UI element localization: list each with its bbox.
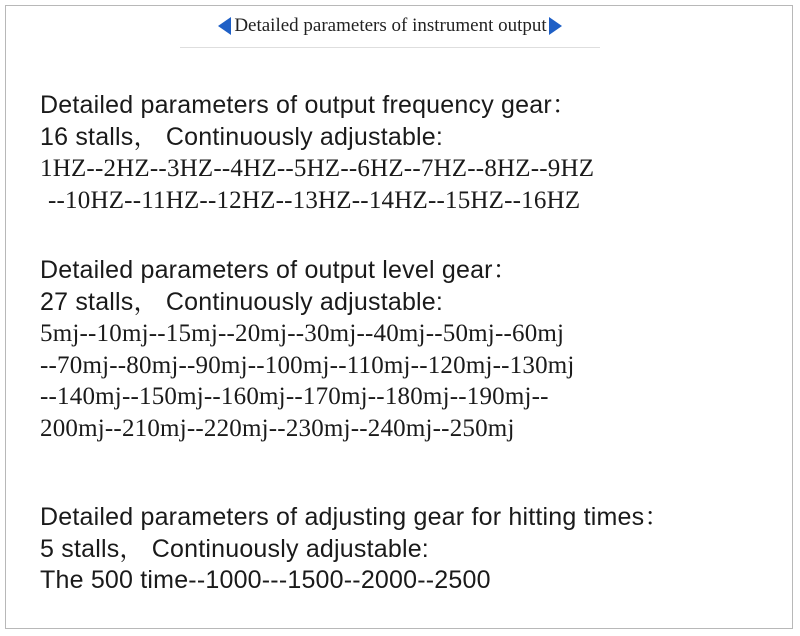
hitting-values-line: The 500 time--1000---1500--2000--2500 <box>40 566 491 594</box>
header-title: Detailed parameters of instrument output <box>234 15 547 36</box>
frequency-section <box>40 90 780 216</box>
frequency-values-line: 1HZ--2HZ--3HZ--4HZ--5HZ--6HZ--7HZ--8HZ--9HZ <box>40 155 595 182</box>
header-divider <box>180 47 600 48</box>
hitting-section <box>40 502 780 597</box>
level-heading: Detailed parameters of output level gear： <box>40 256 518 284</box>
level-values-line: --70mj--80mj--90mj--100mj--110mj--120mj--130mj <box>40 351 575 379</box>
level-stalls: 27 stalls， Continuously adjustable: <box>40 287 444 316</box>
triangle-right-icon <box>549 17 562 35</box>
frequency-stalls: 16 stalls， Continuously adjustable: <box>40 122 444 151</box>
frequency-values-line: --10HZ--11HZ--12HZ--13HZ--14HZ--15HZ--16HZ <box>48 186 581 214</box>
level-section <box>40 255 780 444</box>
level-values-line: --140mj--150mj--160mj--170mj--180mj--190mj-- <box>40 383 549 410</box>
section-header <box>175 9 605 43</box>
frequency-heading: Detailed parameters of output frequency gear： <box>40 91 578 119</box>
triangle-left-icon <box>218 17 231 35</box>
hitting-stalls: 5 stalls， Continuously adjustable: <box>40 534 429 563</box>
level-values-line: 200mj--210mj--220mj--230mj--240mj--250mj <box>40 414 515 442</box>
level-values-line: 5mj--10mj--15mj--20mj--30mj--40mj--50mj--60mj <box>40 320 565 347</box>
hitting-heading: Detailed parameters of adjusting gear for hitting times： <box>40 503 670 531</box>
